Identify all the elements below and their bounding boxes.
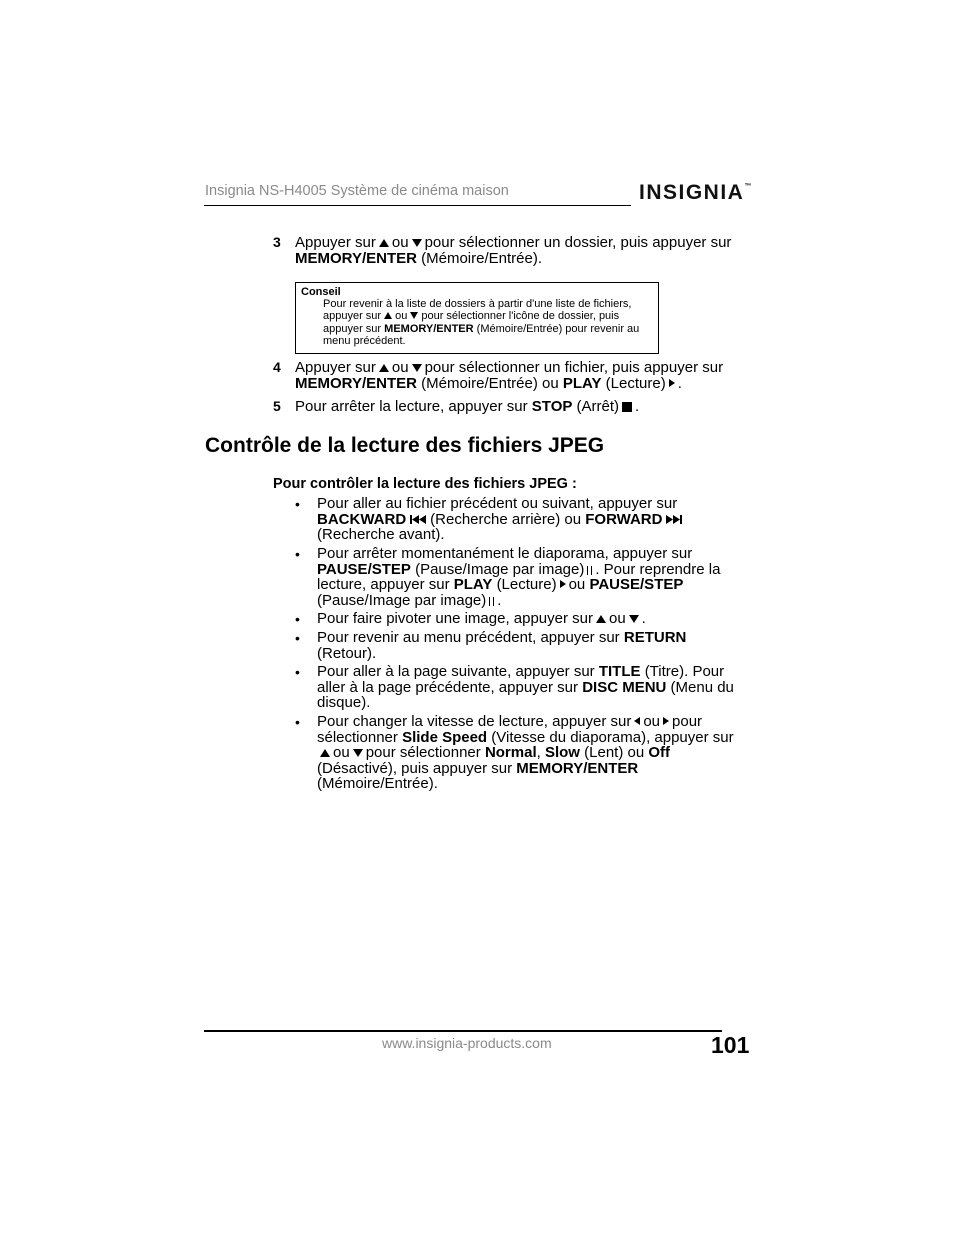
bullet-text: Pour faire pivoter une image, appuyer sur ou . <box>317 610 646 627</box>
tip-box <box>295 282 659 354</box>
play-icon <box>669 379 675 387</box>
footer-rule <box>204 1030 722 1032</box>
bullet-marker: • <box>295 611 300 627</box>
procedure-title: Pour contrôler la lecture des fichiers JPEG : <box>273 476 577 492</box>
insignia-logo <box>639 181 751 205</box>
pause-icon <box>587 566 592 575</box>
step-text: Pour arrêter la lecture, appuyer sur STOP (Arrêt) . <box>295 398 640 415</box>
down-arrow-icon <box>410 312 418 319</box>
bullet-text: Pour aller à la page suivante, appuyer sur TITLE (Titre). Pour aller à la page précédente, appuyer sur DISC MENU (Menu du disque). <box>317 663 734 712</box>
tip-body: Pour revenir à la liste de dossiers à partir d'une liste de fichiers, appuyer sur ou pour sélectionner l'icône de dossier, puis appuyer sur MEMORY/ENTER (Mémoire/Entrée) pour revenir au menu précédent. <box>323 298 640 347</box>
left-arrow-icon <box>634 717 640 725</box>
bullet-marker: • <box>295 714 300 730</box>
play-icon <box>560 580 566 588</box>
stop-icon <box>622 402 632 412</box>
step-number: 4 <box>273 359 281 375</box>
up-arrow-icon <box>596 615 606 623</box>
bullet-marker: • <box>295 546 300 562</box>
page-number: 101 <box>711 1032 750 1058</box>
bullet-text: Pour revenir au menu précédent, appuyer sur RETURN (Retour). <box>317 629 687 662</box>
header-rule <box>204 205 631 206</box>
down-arrow-icon <box>412 239 422 247</box>
backward-icon <box>410 515 426 524</box>
down-arrow-icon <box>353 749 363 757</box>
right-arrow-icon <box>663 717 669 725</box>
pause-icon <box>489 597 494 606</box>
bullet-text: Pour aller au fichier précédent ou suivant, appuyer sur BACKWARD (Recherche arrière) ou FORWARD(Recherche avant). <box>317 496 749 543</box>
step-text: Appuyer sur ou pour sélectionner un dossier, puis appuyer sur MEMORY/ENTER (Mémoire/Entrée). <box>295 234 732 267</box>
bullet-text: Pour changer la vitesse de lecture, appuyer sur ou pour sélectionner Slide Speed (Vitesse du diaporama), appuyer sur ou pour sélectionner Normal, Slow (Lent) ou Off (Désactivé), puis appuyer sur MEMORY/ENTER (Mémoire/Entrée). <box>317 713 734 793</box>
up-arrow-icon <box>379 239 389 247</box>
footer-url: www.insignia-products.com <box>382 1035 552 1051</box>
step-number: 3 <box>273 234 281 250</box>
forward-icon <box>666 515 682 524</box>
running-header: Insignia NS-H4005 Système de cinéma maison <box>205 183 509 199</box>
step-number: 5 <box>273 398 281 414</box>
bullet-marker: • <box>295 496 300 512</box>
down-arrow-icon <box>412 364 422 372</box>
step-text: Appuyer sur ou pour sélectionner un fichier, puis appuyer sur MEMORY/ENTER (Mémoire/Entrée) ou PLAY (Lecture) . <box>295 359 724 392</box>
bullet-text: Pour arrêter momentanément le diaporama, appuyer sur PAUSE/STEP (Pause/Image par image) . Pour reprendre la lecture, appuyer sur PLAY (Lecture) ou PAUSE/STEP (Pause/Image par image) . <box>317 545 721 609</box>
bullet-marker: • <box>295 630 300 646</box>
bullet-marker: • <box>295 664 300 680</box>
down-arrow-icon <box>629 615 639 623</box>
up-arrow-icon <box>379 364 389 372</box>
up-arrow-icon <box>320 749 330 757</box>
tip-title: Conseil <box>301 286 341 298</box>
logo-trademark: ™ <box>744 183 752 190</box>
up-arrow-icon <box>384 312 392 319</box>
section-title: Contrôle de la lecture des fichiers JPEG <box>205 434 605 457</box>
logo-text: INSIGNIA <box>639 181 745 204</box>
